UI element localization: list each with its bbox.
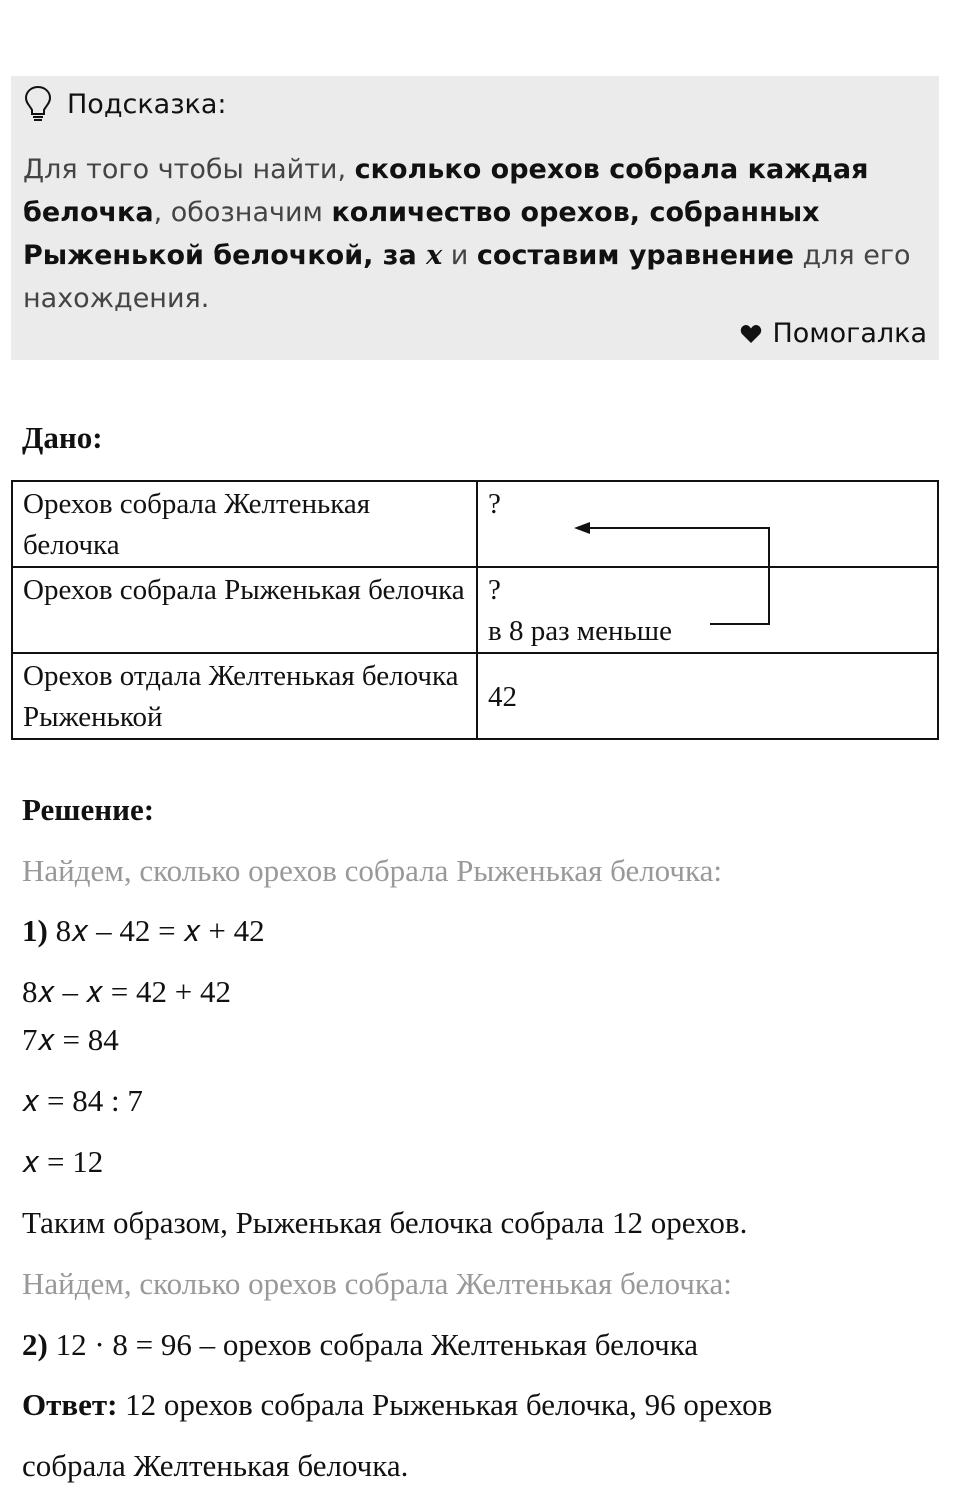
step1-label: 1) [22,913,48,948]
table-cell-label: Орехов собрала Рыженькая белочка [12,567,477,653]
equation-5: 𝑥 = 12 [22,1144,104,1179]
answer-line-2: собрала Желтенькая белочка. [22,1448,409,1483]
step2-intro: Найдем, сколько орехов собрала Желтенькая белочка: [22,1266,732,1301]
step2-text: 12 · 8 = 96 – орехов собрала Желтенькая белочка [55,1327,699,1362]
hint-text-4: для его нахождения. [23,240,911,314]
conclusion: Таким образом, Рыженькая белочка собрала 12 орехов. [22,1205,748,1240]
hint-text-2: , обозначим [153,197,332,228]
solution-heading: Решение: [22,792,155,827]
equation-1 [22,913,265,950]
step2-label: 2) [22,1327,48,1362]
cell-value: 42 [488,680,517,713]
table-cell-value [477,653,938,739]
brand-name: Помогалка [772,318,927,349]
hint-header [23,82,227,126]
cell-value: ? [488,574,501,606]
hint-bold-1: сколько орехов собрала каждая белочка [23,154,869,228]
hint-box [11,76,939,360]
hint-bold-3: составим уравнение [476,240,794,271]
equation-4: 𝑥 = 84 : 7 [22,1083,143,1118]
table-cell-label: Орехов собрала Желтенькая белочка [12,481,477,567]
answer-line-1: 12 орехов собрала Рыженькая белочка, 96 орехов [125,1387,773,1422]
equation-3: 7𝑥 = 84 [22,1022,119,1057]
hint-text [23,148,923,320]
lightbulb-icon [23,84,53,124]
answer [22,1387,772,1423]
step2 [22,1327,698,1363]
cell-value: ? [488,488,501,520]
equation-2: 8𝑥 – 𝑥 = 42 + 42 [22,974,231,1009]
hint-variable: x [426,240,443,271]
given-heading: Дано: [22,420,103,455]
table-row [12,567,938,653]
given-table [11,480,939,740]
heart-icon [740,324,762,344]
table-cell-label: Орехов отдала Желтенькая белочка Рыженькой [12,653,477,739]
table-row [12,481,938,567]
hint-text-1: Для того чтобы найти, [23,154,355,185]
hint-title: Подсказка: [67,88,227,120]
brand-link[interactable] [740,318,927,349]
cell-note: в 8 раз меньше [488,615,672,647]
step1-intro: Найдем, сколько орехов собрала Рыженькая белочка: [22,853,722,888]
equation-1-text: 8𝑥 – 42 = 𝑥 + 42 [55,913,265,948]
relation-arrow [560,515,780,635]
hint-text-3: и [442,240,477,271]
table-row [12,653,938,739]
hint-bold-2: количество орехов, собранных Рыженькой белочкой, за [23,197,820,271]
answer-label: Ответ: [22,1387,118,1422]
